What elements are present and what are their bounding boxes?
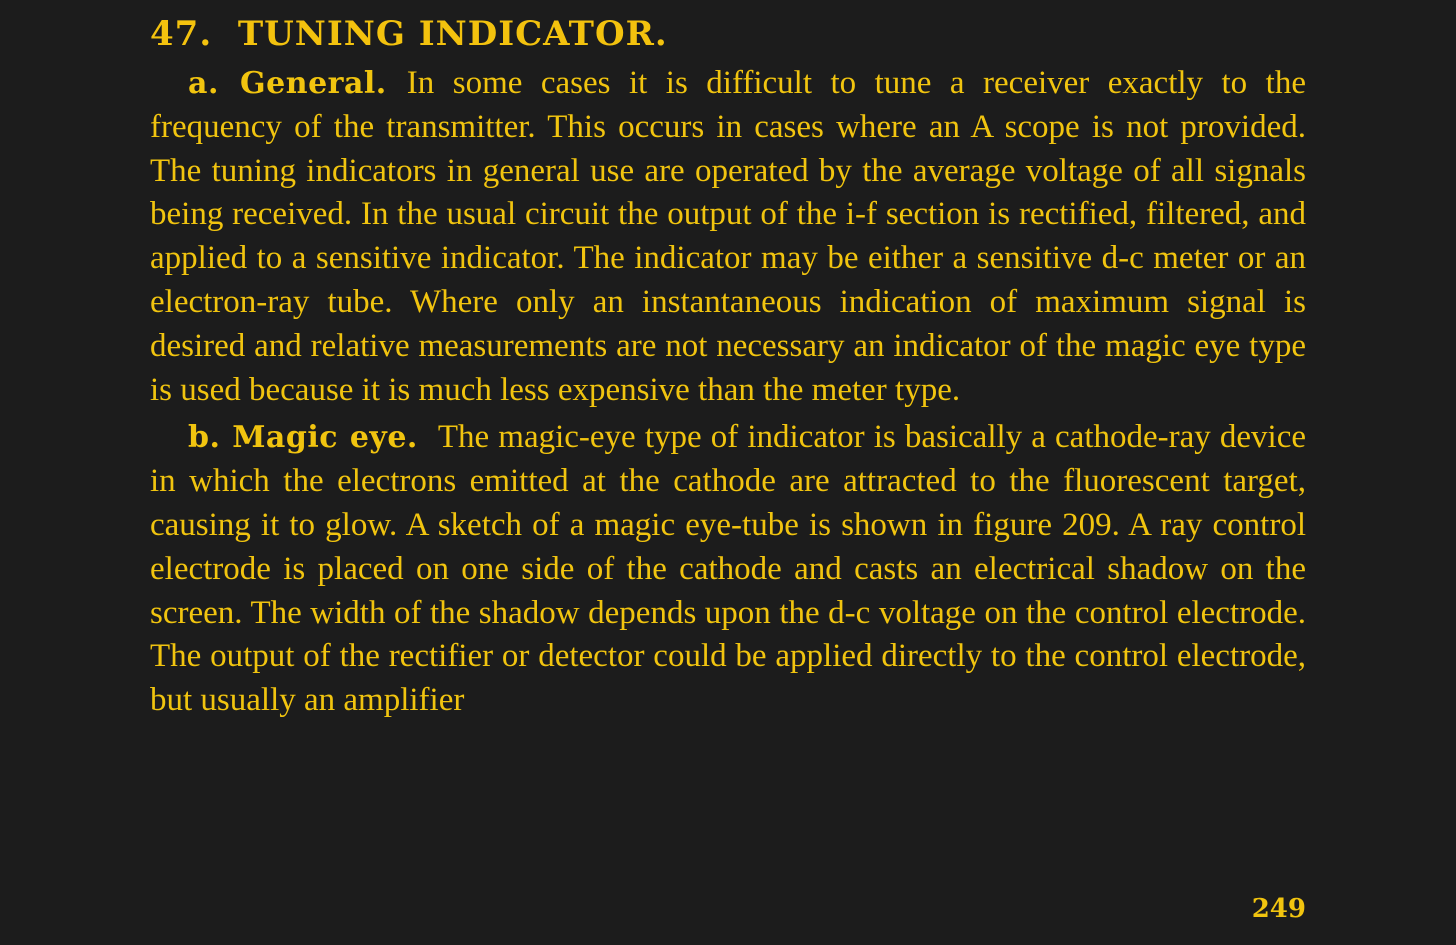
paragraph-magic-eye — [150, 416, 1306, 723]
paragraph-label-general: a. General. — [188, 66, 387, 101]
document-page — [150, 12, 1306, 932]
section-number: 47. — [150, 14, 213, 54]
section-heading — [150, 12, 1306, 56]
paragraph-general — [150, 62, 1306, 412]
section-title: TUNING INDICATOR. — [237, 14, 668, 54]
paragraph-label-magic-eye: b. Magic eye. — [188, 420, 418, 456]
paragraph-text-general: In some cases it is difficult to tune a receiver exactly to the frequency of the transmitter. This occurs in cases where an A scope is not provided. The tuning indicators in general use are operated by the average voltage of all signals being received. In the usual circuit the output of the i-f section is rectified, filtered, and applied to a sensitive indicator. The indicator may be either a sensitive d-c meter or an electron-ray tube. Where only an instantaneous indication of maximum signal is desired and relative measurements are not necessary an indicator of the magic eye type is used because it is much less expensive than the meter type. — [150, 65, 1306, 408]
page-number: 249 — [1251, 894, 1306, 924]
paragraph-text-magic-eye: The magic-eye type of indicator is basically a cathode-ray device in which the electrons emitted at the cathode are attracted to the fluorescent target, causing it to glow. A sketch of a magic eye-tube is shown in figure 209. A ray control electrode is placed on one side of the cathode and casts an electrical shadow on the screen. The width of the shadow depends upon the d-c voltage on the control electrode. The output of the rectifier or detector could be applied directly to the control electrode, but usually an amplifier — [150, 419, 1306, 719]
